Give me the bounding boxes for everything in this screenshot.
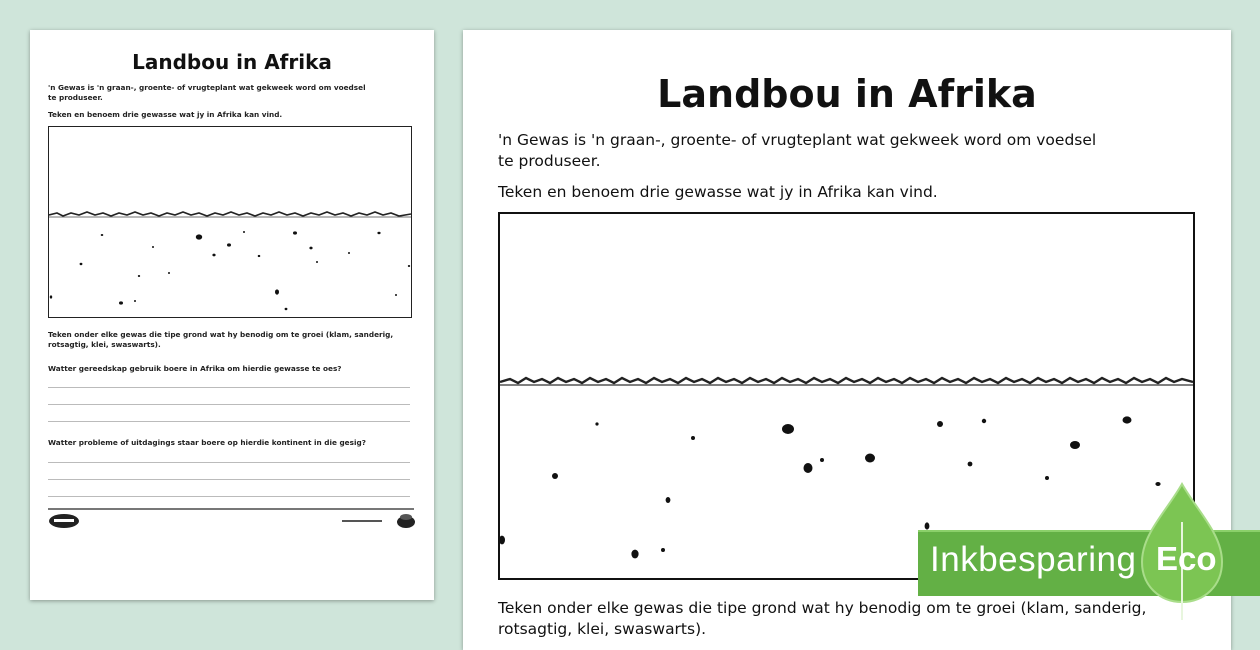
task2-line2: rotsagtig, klei, swaswarts). <box>498 620 707 638</box>
thumbnail-question1: Watter gereedskap gebruik boere in Afrika om hierdie gewasse te oes? <box>48 364 342 373</box>
soil-illustration <box>500 214 1193 578</box>
eco-badge-tag: Eco <box>1156 540 1217 577</box>
thumbnail-intro-line2: te produseer. <box>48 93 103 102</box>
eco-badge-label: Inkbesparing <box>930 540 1137 579</box>
thumbnail-answer-line <box>48 421 410 422</box>
footer-mascot-icon <box>396 511 416 529</box>
thumbnail-task2-line2: rotsagtig, klei, swaswarts). <box>48 340 161 349</box>
intro-line1: 'n Gewas is 'n graan-, groente- of vrugteplant wat gekweek word om voedsel <box>498 131 1097 149</box>
thumbnail-intro-line1: 'n Gewas is 'n graan-, groente- of vrugteplant wat gekweek word om voedsel <box>48 83 366 92</box>
eco-ink-saving-badge <box>918 530 1260 596</box>
thumbnail-answer-line <box>48 404 410 405</box>
thumbnail-drawing-box <box>48 126 412 318</box>
thumbnail-soil-illustration <box>49 127 411 317</box>
drawing-box[interactable] <box>498 212 1195 580</box>
publisher-logo <box>48 513 80 529</box>
footer-page-info-marker <box>342 515 402 527</box>
intro-line2: te produseer. <box>498 152 601 170</box>
thumbnail-answer-line <box>48 462 410 463</box>
worksheet-title: Landbou in Afrika <box>657 72 1037 116</box>
thumbnail-answer-line <box>48 479 410 480</box>
thumbnail-task2-line1: Teken onder elke gewas die tipe grond wat hy benodig om te groei (klam, sanderig, <box>48 330 394 339</box>
thumbnail-answer-line <box>48 496 410 497</box>
thumbnail-footer-divider <box>48 508 414 510</box>
worksheet-thumbnail[interactable] <box>30 30 434 600</box>
thumbnail-task1: Teken en benoem drie gewasse wat jy in Afrika kan vind. <box>48 110 283 119</box>
thumbnail-title: Landbou in Afrika <box>132 50 332 74</box>
task1-instruction: Teken en benoem drie gewasse wat jy in Afrika kan vind. <box>498 183 938 201</box>
thumbnail-answer-line <box>48 387 410 388</box>
task2-line1: Teken onder elke gewas die tipe grond wat hy benodig om te groei (klam, sanderig, <box>498 599 1147 617</box>
thumbnail-question2: Watter probleme of uitdagings staar boere op hierdie kontinent in die gesig? <box>48 438 366 447</box>
